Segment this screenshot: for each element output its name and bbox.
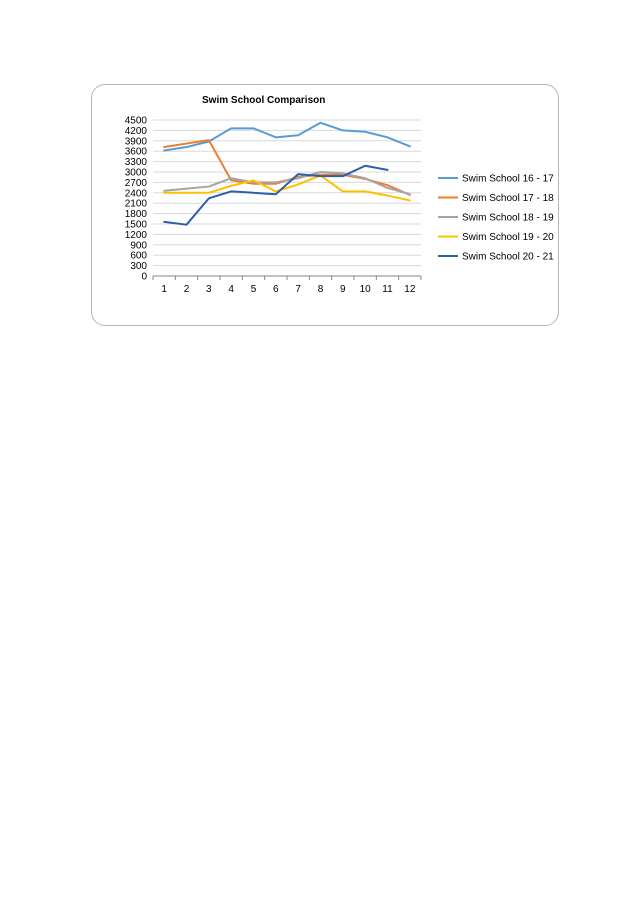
legend-label: Swim School 20 - 21 [462,251,554,263]
y-tick-label: 3000 [124,167,147,179]
axes [153,276,421,280]
y-tick-label: 300 [130,261,147,273]
series-line-swim-school-20-21 [164,166,387,225]
x-tick-label: 7 [295,284,301,295]
series-lines [164,123,410,225]
x-tick-label: 8 [317,284,324,295]
y-tick-label: 3300 [124,157,147,169]
y-tick-label: 2400 [124,188,147,200]
x-tick-label: 12 [404,284,416,295]
chart-frame [91,84,559,326]
y-tick-label: 1200 [124,229,147,241]
y-tick-label: 3900 [124,136,147,148]
legend-label: Swim School 19 - 20 [462,232,554,243]
y-tick-label: 4200 [124,125,147,137]
y-tick-label: 600 [130,250,147,262]
chart-title: Swim School Comparison [202,95,326,106]
x-tick-label: 5 [250,284,257,295]
x-tick-label: 2 [183,284,190,295]
x-tick-label: 9 [340,284,346,295]
x-tick-label: 11 [382,284,393,295]
y-tick-label: 3600 [124,146,147,158]
legend-label: Swim School 18 - 19 [462,212,554,224]
y-tick-label: 1800 [124,209,147,221]
x-tick-label: 10 [359,284,371,295]
y-tick-label: 2700 [124,177,147,189]
y-tick-label: 1500 [124,219,147,231]
series-line-swim-school-16-17 [164,123,410,151]
y-tick-label: 0 [141,271,147,283]
x-tick-labels [161,284,415,295]
y-tick-label: 4500 [124,115,147,127]
x-tick-label: 3 [206,284,212,295]
x-tick-label: 6 [273,284,279,295]
y-tick-labels [125,116,148,283]
legend-label: Swim School 16 - 17 [462,173,554,185]
y-tick-label: 2100 [124,198,147,210]
legend [438,174,554,263]
y-tick-label: 900 [130,240,147,252]
x-tick-label: 4 [228,284,234,295]
legend-label: Swim School 17 - 18 [462,193,554,204]
x-tick-label: 1 [161,284,167,295]
line-chart [92,85,560,327]
